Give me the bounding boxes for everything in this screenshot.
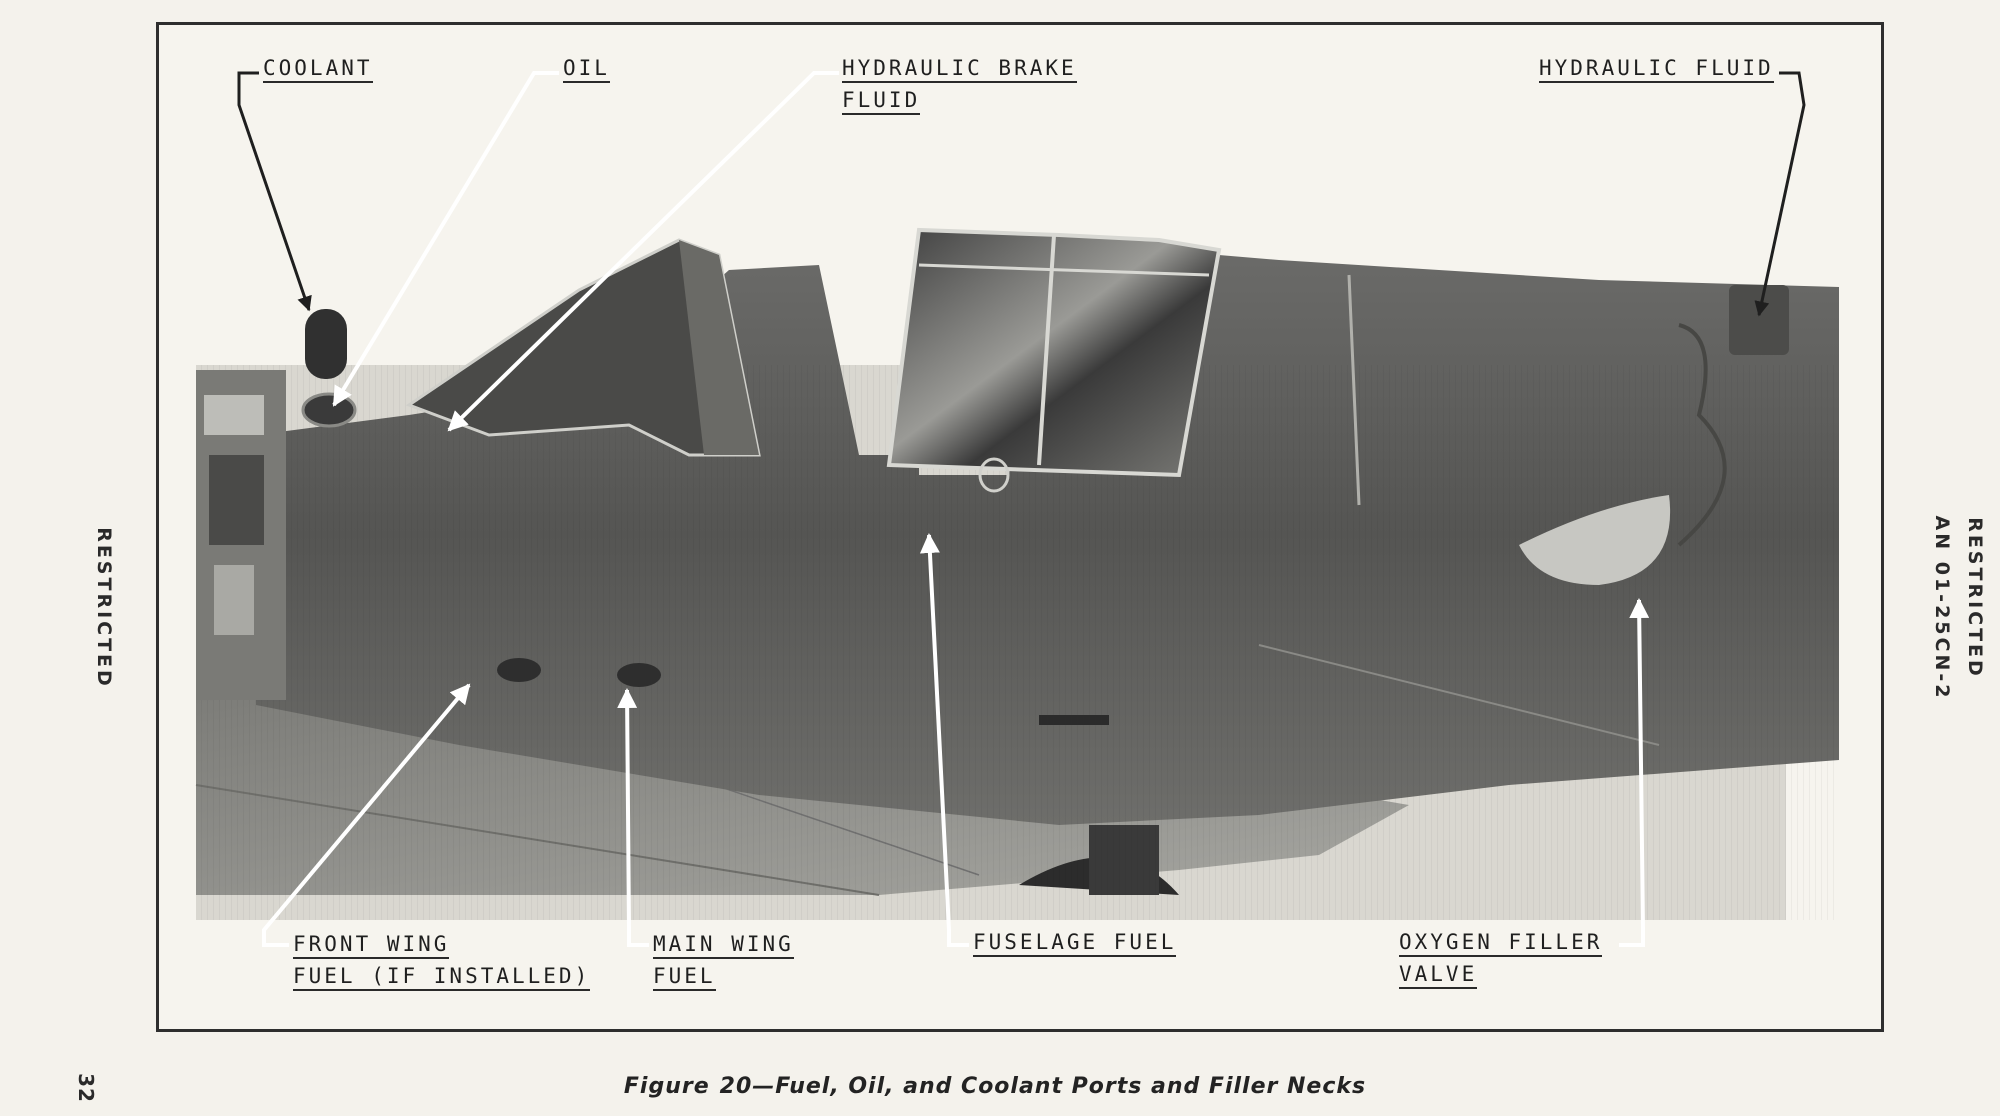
front-wing-fuel-cap bbox=[497, 658, 541, 682]
oil-filler bbox=[303, 394, 355, 426]
callout-hydraulic-brake-fluid bbox=[842, 55, 1077, 119]
callout-oxygen-filler-line-1: OXYGEN FILLER bbox=[1399, 929, 1602, 957]
callout-front-wing-line-2: FUEL (IF INSTALLED) bbox=[293, 963, 590, 991]
callout-hydraulic-brake-line-1: HYDRAULIC BRAKE bbox=[842, 55, 1077, 83]
callout-oil-line-1: OIL bbox=[563, 55, 610, 83]
figure-frame bbox=[156, 22, 1884, 1032]
callout-oxygen-filler-line-2: VALVE bbox=[1399, 961, 1477, 989]
figure-caption bbox=[0, 1074, 2000, 1099]
hydraulic-fluid-hatch bbox=[1729, 285, 1789, 355]
figure-caption-prefix: Figure bbox=[623, 1074, 710, 1099]
callout-main-wing-line-2: FUEL bbox=[653, 963, 716, 991]
callout-hydraulic-brake-line-2: FLUID bbox=[842, 87, 920, 115]
coolant-leader bbox=[239, 73, 309, 310]
hydraulic-fluid-leader bbox=[1759, 73, 1804, 315]
right-margin-restricted-label: RESTRICTED bbox=[1964, 517, 1986, 679]
main-wing-fuel-cap bbox=[617, 663, 661, 687]
callout-coolant bbox=[263, 55, 373, 87]
figure-caption-number: 20 bbox=[719, 1074, 753, 1099]
callout-coolant-line-1: COOLANT bbox=[263, 55, 373, 83]
callout-oil bbox=[563, 55, 610, 87]
figure-caption-text: —Fuel, Oil, and Coolant Ports and Filler Necks bbox=[752, 1074, 1367, 1099]
callout-hydraulic-fluid-line-1: HYDRAULIC FLUID bbox=[1539, 55, 1774, 83]
document-number: AN 01-25CN-2 bbox=[1931, 515, 1953, 701]
coolant-cap bbox=[305, 309, 347, 379]
callout-main-wing-line-1: MAIN WING bbox=[653, 931, 794, 959]
left-margin-restricted-label: RESTRICTED bbox=[93, 527, 115, 689]
aircraft-photo bbox=[159, 25, 1881, 1029]
callout-fuselage-fuel-line-1: FUSELAGE FUEL bbox=[973, 929, 1176, 957]
callout-main-wing-fuel bbox=[653, 931, 794, 995]
callout-front-wing-fuel bbox=[293, 931, 590, 995]
page-number: 32 bbox=[74, 1073, 98, 1103]
callout-fuselage-fuel bbox=[973, 929, 1176, 961]
callout-hydraulic-fluid bbox=[1539, 55, 1774, 87]
callout-front-wing-line-1: FRONT WING bbox=[293, 931, 449, 959]
callout-oxygen-filler-valve bbox=[1399, 929, 1602, 993]
